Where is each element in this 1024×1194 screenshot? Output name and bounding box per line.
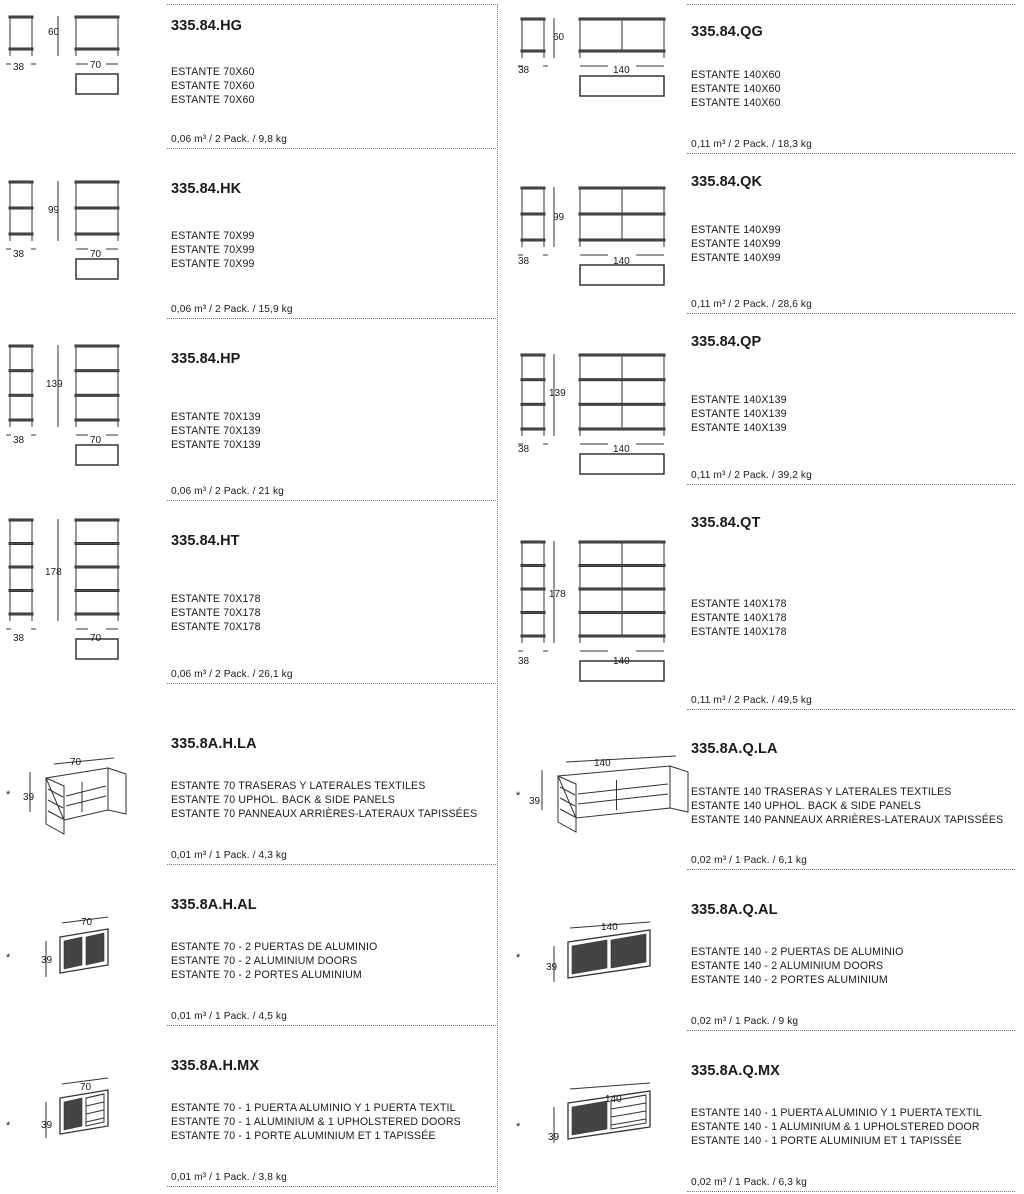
width-dim: 140: [601, 922, 618, 933]
description-line: ESTANTE 140X139: [691, 421, 787, 434]
product-code: 335.84.HP: [171, 351, 241, 367]
doors-drawing-svg: [512, 870, 687, 1031]
product-info: [687, 710, 1015, 870]
shelf-drawing-svg: [0, 319, 165, 501]
width-dim: 140: [594, 758, 611, 769]
description-line: ESTANTE 140X178: [691, 611, 787, 624]
product-entry: [0, 501, 512, 684]
product-info: [167, 149, 496, 319]
width-dim: 140: [605, 1094, 622, 1105]
product-description: [691, 224, 781, 265]
description-line: ESTANTE 70 - 2 ALUMINIUM DOORS: [171, 954, 358, 967]
product-info: [687, 4, 1015, 154]
product-info: [687, 154, 1015, 314]
width-dim: 70: [70, 757, 82, 768]
shelf-drawing: [0, 149, 165, 319]
pack-info: 0,02 m³ / 1 Pack. / 9 kg: [691, 1016, 799, 1027]
product-entry: [512, 485, 1024, 710]
door-drawing: [512, 870, 687, 1031]
width-dim: 140: [613, 256, 630, 267]
shelf-drawing: [512, 314, 687, 485]
shelf-drawing: [512, 154, 687, 314]
product-code: 335.84.QK: [691, 174, 763, 190]
height-dim: 39: [529, 796, 541, 807]
door-drawing: [512, 1031, 687, 1192]
product-info: [167, 684, 496, 865]
description-line: ESTANTE 140X178: [691, 598, 787, 610]
product-entry: [512, 314, 1024, 485]
depth-dim: 38: [518, 65, 530, 76]
product-entry: [512, 1031, 1024, 1192]
width-dim: 70: [90, 249, 102, 260]
product-description: [691, 1107, 982, 1148]
pack-info: 0,02 m³ / 1 Pack. / 6,1 kg: [691, 855, 807, 866]
shelf-drawing-svg: [0, 4, 165, 149]
depth-dim: 38: [518, 444, 530, 455]
description-line: ESTANTE 70 - 2 PUERTAS DE ALUMINIO: [171, 941, 378, 953]
height-dim: 99: [553, 212, 565, 223]
shelf-drawing: [0, 501, 165, 684]
shelf-drawing: [512, 485, 687, 710]
product-info: [687, 314, 1015, 485]
product-info: [687, 870, 1015, 1031]
product-info: [167, 501, 496, 684]
product-code: 335.84.HG: [171, 18, 243, 34]
asterisk: *: [516, 952, 521, 964]
description-line: ESTANTE 140 - 2 ALUMINIUM DOORS: [691, 959, 884, 972]
product-code: 335.8A.H.AL: [171, 897, 257, 913]
pack-info: 0,02 m³ / 1 Pack. / 6,3 kg: [691, 1177, 807, 1188]
height-dim: 39: [548, 1132, 560, 1143]
product-code: 335.8A.Q.LA: [691, 741, 778, 757]
description-line: ESTANTE 140 PANNEAUX ARRIÈRES-LATERAUX TAPISSÉES: [691, 813, 1004, 826]
description-line: ESTANTE 140X139: [691, 407, 787, 420]
height-dim: 178: [45, 567, 62, 578]
product-description: [691, 394, 787, 435]
product-code: 335.84.HK: [171, 181, 242, 197]
doors-drawing-svg: [512, 1031, 687, 1192]
shelf-drawing-svg: [512, 485, 687, 710]
pack-info: 0,11 m³ / 2 Pack. / 18,3 kg: [691, 139, 812, 150]
pack-info: 0,11 m³ / 2 Pack. / 49,5 kg: [691, 695, 812, 706]
height-dim: 139: [549, 388, 566, 399]
panels-drawing-svg: [512, 710, 687, 870]
width-dim: 70: [80, 1082, 92, 1093]
description-line: ESTANTE 140X60: [691, 69, 781, 81]
product-description: [171, 593, 261, 634]
description-line: ESTANTE 70X139: [171, 438, 261, 451]
description-line: ESTANTE 140X99: [691, 224, 781, 236]
description-line: ESTANTE 140 - 1 ALUMINIUM & 1 UPHOLSTERED DOOR: [691, 1120, 980, 1133]
shelf-drawing-svg: [0, 149, 165, 319]
product-entry: [0, 684, 512, 865]
description-line: ESTANTE 70 TRASERAS Y LATERALES TEXTILES: [171, 780, 426, 792]
width-dim: 70: [90, 435, 102, 446]
height-dim: 39: [41, 955, 53, 966]
product-entry: [512, 4, 1024, 154]
asterisk: *: [6, 1120, 11, 1132]
pack-info: 0,11 m³ / 2 Pack. / 28,6 kg: [691, 299, 812, 310]
panel-drawing: [0, 684, 165, 865]
description-line: ESTANTE 70 - 1 ALUMINIUM & 1 UPHOLSTERED DOORS: [171, 1115, 461, 1128]
product-entry: [0, 1026, 512, 1187]
description-line: ESTANTE 140X99: [691, 237, 781, 250]
doors-drawing-svg: [0, 865, 165, 1026]
doors-drawing-svg: [0, 1026, 165, 1187]
product-entry: [0, 865, 512, 1026]
height-dim: 60: [553, 32, 565, 43]
product-code: 335.8A.H.MX: [171, 1058, 260, 1074]
description-line: ESTANTE 140 - 2 PORTES ALUMINIUM: [691, 973, 888, 986]
description-line: ESTANTE 70X99: [171, 243, 255, 256]
depth-dim: 38: [13, 62, 25, 73]
right-column: [512, 0, 1024, 1194]
description-line: ESTANTE 70 - 1 PUERTA ALUMINIO Y 1 PUERTA TEXTIL: [171, 1102, 456, 1114]
description-line: ESTANTE 140 - 1 PUERTA ALUMINIO Y 1 PUERTA TEXTIL: [691, 1107, 982, 1119]
description-line: ESTANTE 140X99: [691, 251, 781, 264]
description-line: ESTANTE 140 - 2 PUERTAS DE ALUMINIO: [691, 946, 904, 958]
column-divider: [497, 4, 498, 1192]
product-code: 335.84.QP: [691, 334, 762, 350]
product-info: [167, 4, 496, 149]
product-description: [691, 786, 1003, 827]
product-description: [171, 66, 255, 107]
asterisk: *: [6, 789, 11, 801]
depth-dim: 38: [518, 656, 530, 667]
shelf-drawing-svg: [512, 314, 687, 485]
panels-drawing-svg: [0, 684, 165, 865]
description-line: ESTANTE 70X139: [171, 424, 261, 437]
description-line: ESTANTE 70 - 1 PORTE ALUMINIUM ET 1 TAPISSÉE: [171, 1129, 436, 1142]
description-line: ESTANTE 140 UPHOL. BACK & SIDE PANELS: [691, 799, 922, 812]
description-line: ESTANTE 140X139: [691, 394, 787, 406]
product-entry: [0, 319, 512, 501]
description-line: ESTANTE 140X60: [691, 96, 781, 109]
width-dim: 140: [613, 65, 630, 76]
description-line: ESTANTE 70X178: [171, 620, 261, 633]
product-entry: [512, 710, 1024, 870]
product-entry: [512, 154, 1024, 314]
description-line: ESTANTE 140X178: [691, 625, 787, 638]
height-dim: 39: [23, 792, 35, 803]
shelf-drawing: [0, 319, 165, 501]
description-line: ESTANTE 140 - 1 PORTE ALUMINIUM ET 1 TAPISSÉE: [691, 1134, 962, 1147]
width-dim: 70: [90, 60, 102, 71]
product-info: [167, 319, 496, 501]
description-line: ESTANTE 70X60: [171, 79, 255, 92]
height-dim: 39: [41, 1120, 53, 1131]
description-line: ESTANTE 70X60: [171, 66, 255, 78]
product-code: 335.84.QT: [691, 515, 761, 531]
product-info: [687, 485, 1015, 710]
shelf-drawing-svg: [512, 154, 687, 314]
pack-info: 0,06 m³ / 2 Pack. / 15,9 kg: [171, 304, 293, 315]
product-description: [691, 598, 787, 639]
product-code: 335.84.QG: [691, 24, 763, 40]
height-dim: 178: [549, 589, 566, 600]
product-description: [171, 1102, 461, 1143]
product-code: 335.8A.H.LA: [171, 736, 257, 752]
shelf-drawing-svg: [0, 501, 165, 684]
height-dim: 60: [48, 27, 60, 38]
product-description: [171, 780, 477, 821]
depth-dim: 38: [518, 256, 530, 267]
pack-info: 0,06 m³ / 2 Pack. / 26,1 kg: [171, 669, 293, 680]
product-code: 335.84.HT: [171, 533, 240, 549]
door-drawing: [0, 1026, 165, 1187]
shelf-drawing-svg: [512, 4, 687, 154]
product-entry: [0, 149, 512, 319]
shelf-drawing: [0, 4, 165, 149]
product-code: 335.8A.Q.MX: [691, 1063, 780, 1079]
product-info: [167, 1026, 496, 1187]
product-description: [691, 69, 781, 110]
depth-dim: 38: [13, 633, 25, 644]
width-dim: 140: [613, 656, 630, 667]
description-line: ESTANTE 70 - 2 PORTES ALUMINIUM: [171, 968, 362, 981]
description-line: ESTANTE 70X99: [171, 257, 255, 270]
product-description: [171, 230, 255, 271]
shelf-drawing: [512, 4, 687, 154]
product-description: [691, 946, 903, 987]
width-dim: 140: [613, 444, 630, 455]
door-drawing: [0, 865, 165, 1026]
depth-dim: 38: [13, 435, 25, 446]
description-line: ESTANTE 70 UPHOL. BACK & SIDE PANELS: [171, 793, 396, 806]
depth-dim: 38: [13, 249, 25, 260]
description-line: ESTANTE 70X99: [171, 230, 255, 242]
product-entry: [512, 870, 1024, 1031]
pack-info: 0,06 m³ / 2 Pack. / 21 kg: [171, 486, 284, 497]
pack-info: 0,01 m³ / 1 Pack. / 3,8 kg: [171, 1172, 287, 1183]
product-code: 335.8A.Q.AL: [691, 902, 778, 918]
description-line: ESTANTE 140X60: [691, 82, 781, 95]
product-description: [171, 941, 377, 982]
asterisk: *: [516, 790, 521, 802]
product-info: [687, 1031, 1015, 1192]
product-entry: [0, 4, 512, 149]
pack-info: 0,11 m³ / 2 Pack. / 39,2 kg: [691, 470, 812, 481]
height-dim: 139: [46, 379, 63, 390]
product-description: [171, 411, 261, 452]
description-line: ESTANTE 70 PANNEAUX ARRIÈRES-LATERAUX TAPISSÉES: [171, 807, 478, 820]
panel-drawing: [512, 710, 687, 870]
product-info: [167, 865, 496, 1026]
pack-info: 0,06 m³ / 2 Pack. / 9,8 kg: [171, 134, 287, 145]
description-line: ESTANTE 70X178: [171, 606, 261, 619]
description-line: ESTANTE 70X60: [171, 93, 255, 106]
height-dim: 99: [48, 205, 60, 216]
width-dim: 70: [90, 633, 102, 644]
pack-info: 0,01 m³ / 1 Pack. / 4,5 kg: [171, 1011, 287, 1022]
description-line: ESTANTE 70X139: [171, 411, 261, 423]
description-line: ESTANTE 70X178: [171, 593, 261, 605]
asterisk: *: [516, 1121, 521, 1133]
description-line: ESTANTE 140 TRASERAS Y LATERALES TEXTILES: [691, 786, 952, 798]
asterisk: *: [6, 952, 11, 964]
width-dim: 70: [81, 917, 93, 928]
pack-info: 0,01 m³ / 1 Pack. / 4,3 kg: [171, 850, 287, 861]
height-dim: 39: [546, 962, 558, 973]
